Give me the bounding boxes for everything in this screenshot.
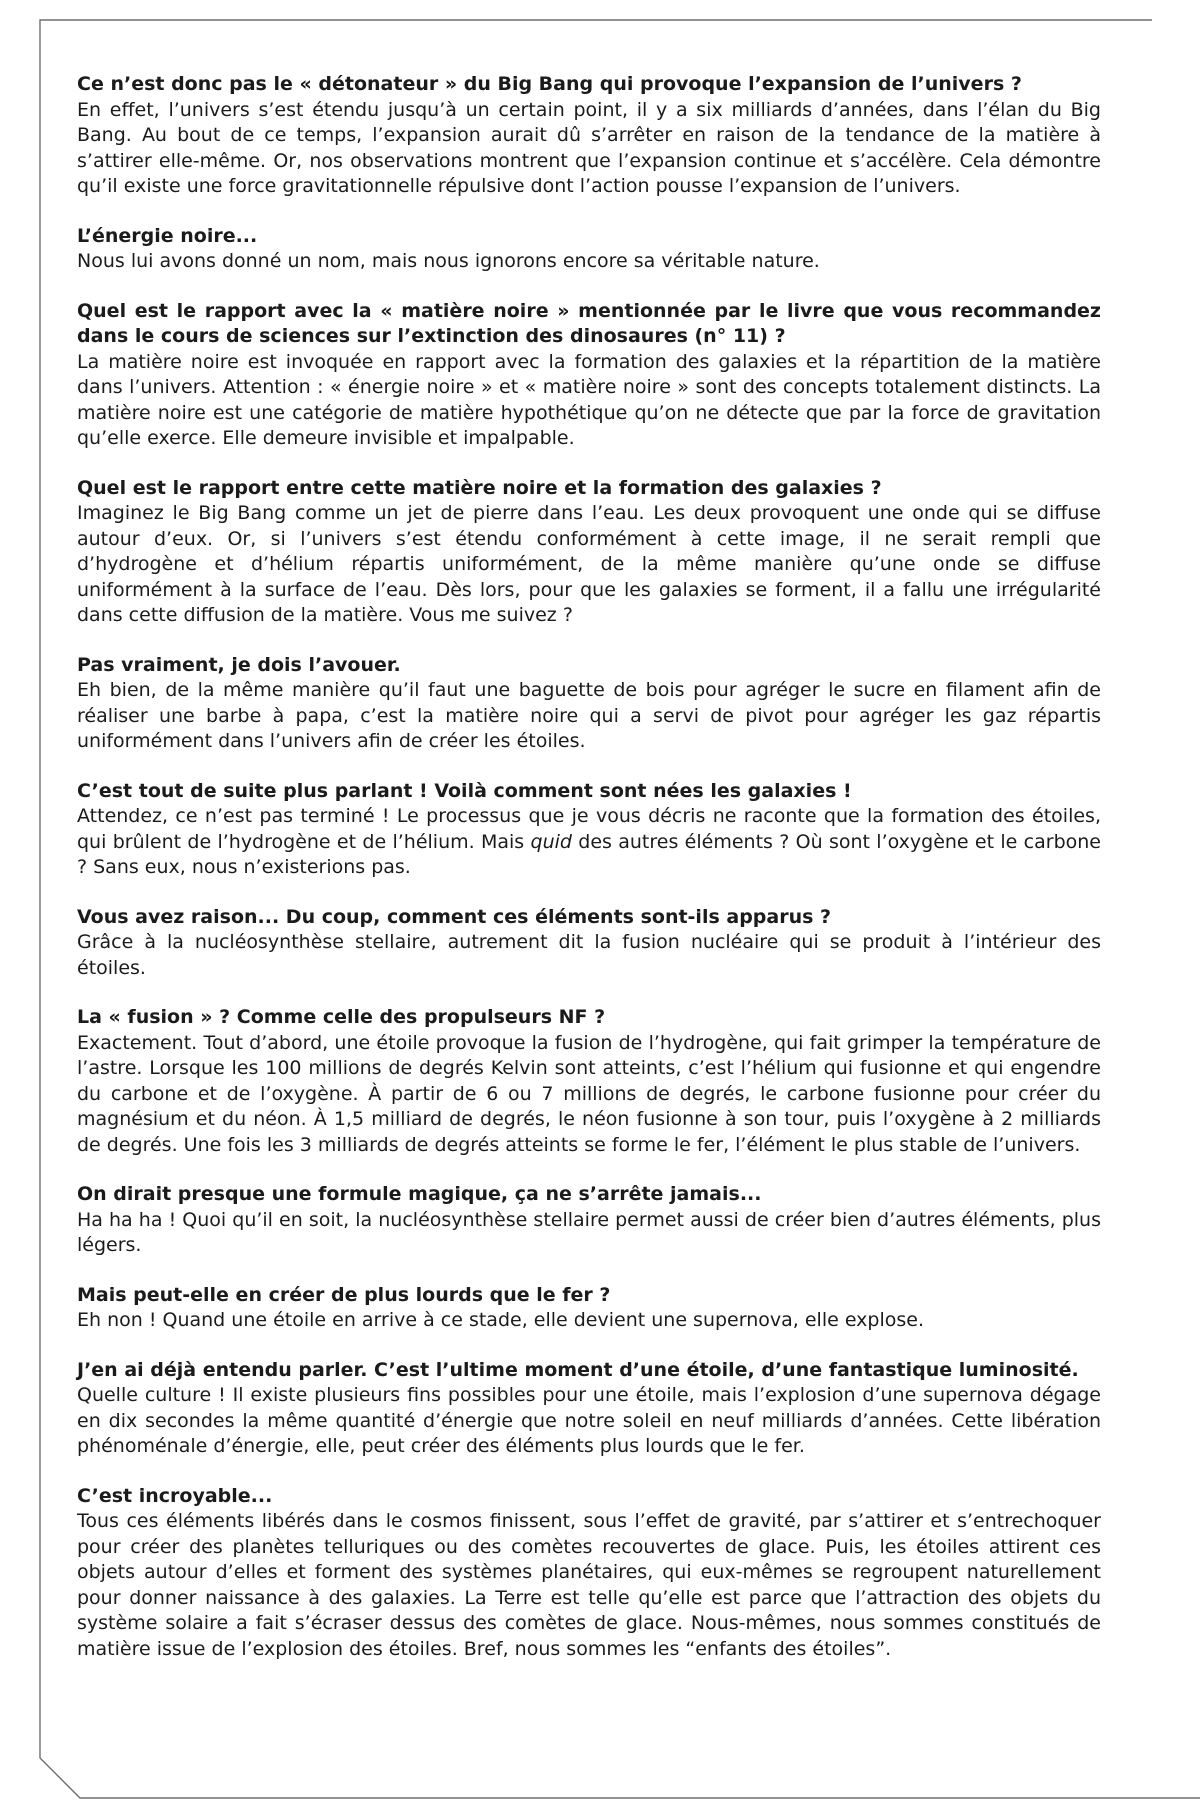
answer-text: Attendez, ce n’est pas terminé ! Le processus que je vous décris ne raconte que la formation des étoiles, qui brûlent de l’hydrogène et de l’hélium. Mais: [77, 805, 1101, 853]
answer: Nous lui avons donné un nom, mais nous ignorons encore sa véritable nature.: [77, 250, 820, 272]
qa-block: [77, 299, 1101, 452]
answer: Imaginez le Big Bang comme un jet de pierre dans l’eau. Les deux provoquent une onde qui se diffuse autour d’eux. Or, si l’univers s’est étendu conformément à cette image, il ne serait rempli que d’hydrogène et d’hélium répartis uniformément, de la même manière qu’une onde se diffuse uniformément à la surface de l’eau. Dès lors, pour que les galaxies se forment, il a fallu une irrégularité dans cette diffusion de la matière. Vous me suivez ?: [77, 502, 1101, 626]
answer: Tous ces éléments libérés dans le cosmos finissent, sous l’effet de gravité, par s’attirer et s’entrechoquer pour créer des planètes telluriques ou des comètes recouvertes de glace. Puis, les étoiles attirent ces objets autour d’elles et forment des systèmes planétaires, qui eux-mêmes se regroupent naturellement pour donner naissance à des galaxies. La Terre est telle qu’elle est parce que l’attraction des objets du système solaire a fait s’écraser dessus des comètes de glace. Nous-mêmes, nous sommes constitués de matière issue de l’explosion des étoiles. Bref, nous sommes les “enfants des étoiles”.: [77, 1510, 1101, 1660]
interview-text: [77, 72, 1101, 1686]
question: La « fusion » ? Comme celle des propulseurs NF ?: [77, 1006, 606, 1028]
question: C’est tout de suite plus parlant ! Voilà comment sont nées les galaxies !: [77, 779, 852, 802]
qa-block: [77, 224, 1101, 275]
qa-block: [77, 1005, 1101, 1158]
qa-block: [77, 653, 1101, 755]
answer-text: des autres éléments ? Où sont l’oxygène et le carbone ? Sans eux, nous n’existerions pas.: [77, 830, 1101, 878]
answer: Grâce à la nucléosynthèse stellaire, autrement dit la fusion nucléaire qui se produit à l’intérieur des étoiles.: [77, 931, 1101, 979]
answer: Eh bien, de la même manière qu’il faut une baguette de bois pour agréger le sucre en filament afin de réaliser une barbe à papa, c’est la matière noire qui a servi de pivot pour agréger les gaz répartis uniformément dans l’univers afin de créer les étoiles.: [77, 679, 1101, 752]
question: On dirait presque une formule magique, ça ne s’arrête jamais...: [77, 1183, 762, 1205]
answer: Quelle culture ! Il existe plusieurs fins possibles pour une étoile, mais l’explosion d’une supernova dégage en dix secondes la même quantité d’énergie que notre soleil en neuf milliards d’années. Cette libération phénoménale d’énergie, elle, peut créer des éléments plus lourds que le fer.: [77, 1384, 1101, 1457]
question: Ce n’est donc pas le « détonateur » du Big Bang qui provoque l’expansion de l’univers ?: [77, 73, 1022, 95]
qa-block: [77, 779, 1101, 881]
qa-block: [77, 1182, 1101, 1259]
qa-block: [77, 1283, 1101, 1334]
answer: [77, 804, 1101, 881]
question: Quel est le rapport entre cette matière noire et la formation des galaxies ?: [77, 476, 882, 499]
question: J’en ai déjà entendu parler. C’est l’ultime moment d’une étoile, d’une fantastique luminosité.: [77, 1358, 1079, 1381]
answer: En effet, l’univers s’est étendu jusqu’à un certain point, il y a six milliards d’années, dans l’élan du Big Bang. Au bout de ce temps, l’expansion aurait dû s’arrêter en raison de la tendance de la matière à s’attirer elle-même. Or, nos observations montrent que l’expansion continue et s’accélère. Cela démontre qu’il existe une force gravitationnelle répulsive dont l’action pousse l’expansion de l’univers.: [77, 98, 1101, 197]
question: Mais peut-elle en créer de plus lourds que le fer ?: [77, 1283, 611, 1306]
answer: Ha ha ha ! Quoi qu’il en soit, la nucléosynthèse stellaire permet aussi de créer bien d’autres éléments, plus légers.: [77, 1208, 1101, 1256]
answer: Exactement. Tout d’abord, une étoile provoque la fusion de l’hydrogène, qui fait grimper la température de l’astre. Lorsque les 100 millions de degrés Kelvin sont atteints, c’est l’hélium qui fusionne et qui engendre du carbone et de l’oxygène. À partir de 6 ou 7 millions de degrés, le carbone fusionne pour créer du magnésium et du néon. À 1,5 milliard de degrés, le néon fusionne à son tour, puis l’oxygène à 2 milliards de degrés. Une fois les 3 milliards de degrés atteints se forme le fer, l’élément le plus stable de l’univers.: [77, 1031, 1101, 1156]
question: Pas vraiment, je dois l’avouer.: [77, 653, 401, 676]
answer-italic-word: quid: [530, 830, 572, 853]
answer: Eh non ! Quand une étoile en arrive à ce stade, elle devient une supernova, elle explose.: [77, 1309, 925, 1331]
question: Quel est le rapport avec la « matière noire » mentionnée par le livre que vous recommandez dans le cours de sciences sur l’extinction des dinosaures (n° 11) ?: [77, 299, 1101, 347]
qa-block: [77, 72, 1101, 200]
answer: La matière noire est invoquée en rapport avec la formation des galaxies et la répartition de la matière dans l’univers. Attention : « énergie noire » et « matière noire » sont des concepts totalement distincts. La matière noire est une catégorie de matière hypothétique qu’on ne détecte que par la force de gravitation qu’elle exerce. Elle demeure invisible et impalpable.: [77, 350, 1101, 449]
qa-block: [77, 905, 1101, 982]
qa-block: [77, 1484, 1101, 1663]
question: L’énergie noire...: [77, 224, 258, 247]
qa-block: [77, 1358, 1101, 1460]
question: Vous avez raison... Du coup, comment ces éléments sont-ils apparus ?: [77, 905, 832, 928]
qa-block: [77, 476, 1101, 629]
question: C’est incroyable...: [77, 1484, 273, 1507]
